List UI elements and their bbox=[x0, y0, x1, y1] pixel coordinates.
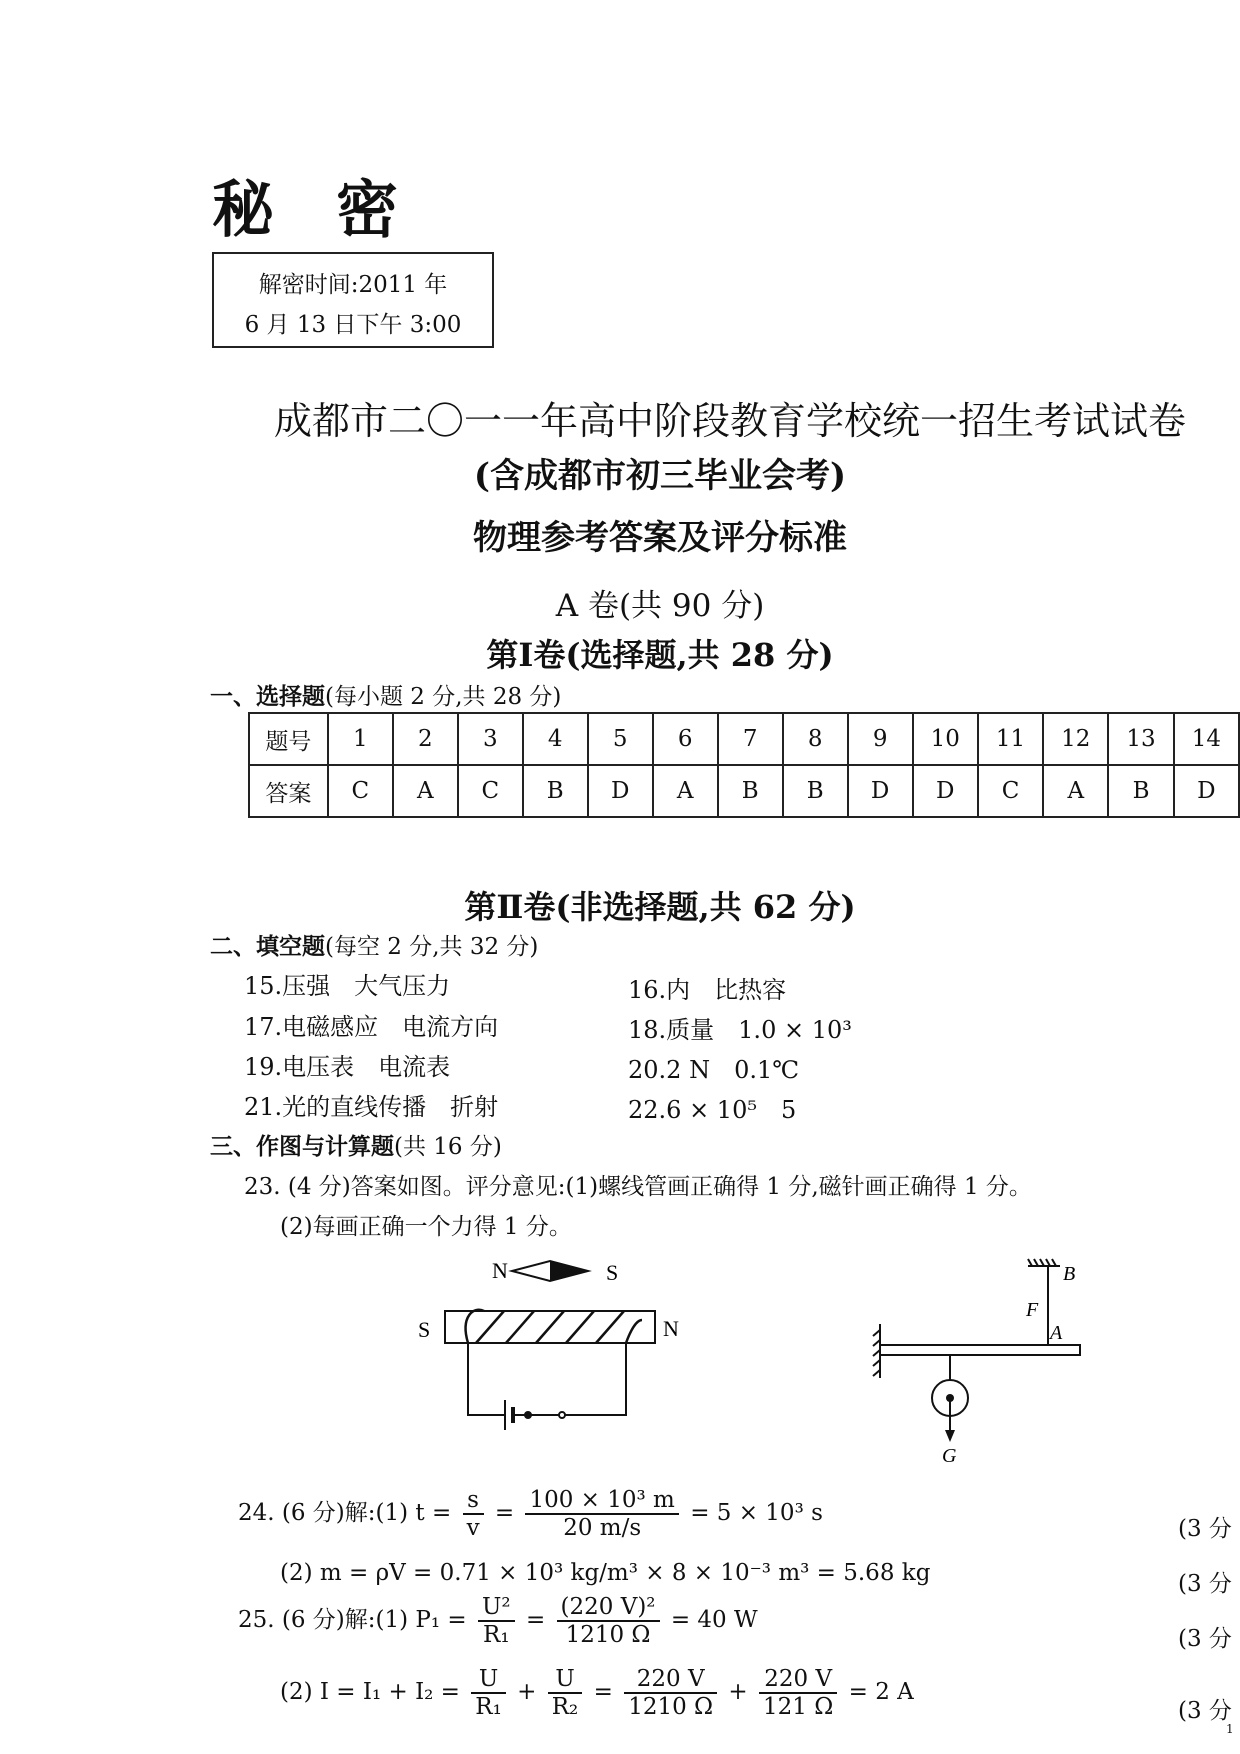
declass-line-2: 6 月 13 日下午 3:00 bbox=[244, 312, 462, 338]
fraction-numerator: U bbox=[471, 1666, 506, 1694]
section-2-note: (每空 2 分,共 32 分) bbox=[325, 934, 539, 960]
coil-n-label: N bbox=[663, 1316, 679, 1341]
fraction-denominator: 20 m/s bbox=[563, 1515, 642, 1541]
fraction-numerator: 100 × 10³ m bbox=[525, 1487, 678, 1515]
table-header-number: 题号 bbox=[249, 713, 328, 765]
fraction-numerator: 220 V bbox=[759, 1666, 837, 1694]
part-1-heading: 第Ⅰ卷(选择题,共 28 分) bbox=[486, 636, 834, 674]
answer-table bbox=[248, 712, 1240, 818]
table-cell-number: 7 bbox=[718, 713, 783, 765]
section-3-label: 三、作图与计算题 bbox=[210, 1133, 394, 1160]
q25-result: = 40 W bbox=[670, 1607, 758, 1633]
score-mark: (3 分 bbox=[1178, 1626, 1232, 1652]
fill-answer-21: 21.光的直线传播 折射 bbox=[244, 1093, 499, 1121]
table-cell-answer: D bbox=[1174, 765, 1239, 817]
fill-answer-16: 16.内 比热容 bbox=[628, 976, 787, 1004]
fraction-denominator: R₁ bbox=[475, 1694, 502, 1720]
document-title: 物理参考答案及评分标准 bbox=[473, 518, 847, 558]
table-cell-answer: D bbox=[913, 765, 978, 817]
part-2-heading: 第Ⅱ卷(非选择题,共 62 分) bbox=[464, 888, 856, 926]
table-cell-answer: B bbox=[783, 765, 848, 817]
q25-l2-fraction-3 bbox=[624, 1666, 717, 1720]
compass-needle-dark-half bbox=[550, 1261, 588, 1281]
q25-l2-prefix: (2) I = I₁ + I₂ = bbox=[280, 1679, 460, 1705]
fill-answer-20: 20.2 N 0.1℃ bbox=[628, 1056, 800, 1084]
section-2-heading bbox=[210, 928, 538, 961]
fraction-denominator: v bbox=[466, 1515, 480, 1541]
fraction-numerator: (220 V)² bbox=[557, 1594, 660, 1622]
fraction-numerator: U² bbox=[478, 1594, 515, 1622]
table-cell-number: 9 bbox=[848, 713, 913, 765]
table-cell-answer: C bbox=[978, 765, 1043, 817]
table-cell-number: 2 bbox=[393, 713, 458, 765]
fraction-denominator: R₁ bbox=[483, 1622, 510, 1648]
fill-answer-18: 18.质量 1.0 × 10³ bbox=[628, 1016, 852, 1044]
table-cell-number: 4 bbox=[523, 713, 588, 765]
q25-l2-fraction-4 bbox=[759, 1666, 837, 1720]
lever-figure bbox=[860, 1250, 1100, 1465]
fraction-denominator: 121 Ω bbox=[763, 1694, 834, 1720]
q25-l2-result: = 2 A bbox=[848, 1679, 914, 1705]
needle-s-label: S bbox=[606, 1260, 619, 1285]
table-cell-answer: B bbox=[523, 765, 588, 817]
wall-support bbox=[873, 1324, 880, 1378]
ceiling-support bbox=[1028, 1259, 1060, 1266]
q25-l2-fraction-2 bbox=[548, 1666, 583, 1720]
fraction-numerator: 220 V bbox=[624, 1666, 717, 1694]
section-2-label: 二、填空题 bbox=[210, 933, 325, 960]
fill-answer-17: 17.电磁感应 电流方向 bbox=[244, 1013, 499, 1041]
table-row-answers bbox=[249, 765, 1239, 817]
table-cell-number: 12 bbox=[1043, 713, 1108, 765]
q25-line-2: (2) I = I₁ + I₂ = $\frac{U}{\text{R₁}}$ + $\frac{U}{\text{R₂}}$ = $\frac{220 V}{1210 \Omega}$ + $\frac{220 V}{121 \Omega}$ = 2 A bbox=[280, 1666, 914, 1720]
table-cell-answer: C bbox=[458, 765, 523, 817]
table-cell-answer: D bbox=[848, 765, 913, 817]
section-1-heading bbox=[210, 678, 561, 711]
declass-line-1: 解密时间:2011 年 bbox=[258, 272, 448, 298]
table-cell-number: 6 bbox=[653, 713, 718, 765]
table-cell-number: 11 bbox=[978, 713, 1043, 765]
fraction-denominator: R₂ bbox=[551, 1694, 579, 1720]
q25-fraction-2 bbox=[557, 1594, 660, 1648]
section-1-note: (每小题 2 分,共 28 分) bbox=[325, 684, 562, 710]
table-cell-answer: B bbox=[718, 765, 783, 817]
section-3-note: (共 16 分) bbox=[394, 1134, 502, 1160]
fraction-numerator: U bbox=[548, 1666, 583, 1694]
point-a-label: A bbox=[1050, 1322, 1063, 1344]
secret-mark: 秘密 bbox=[212, 173, 461, 246]
force-f-label: F bbox=[1026, 1299, 1039, 1321]
section-3-heading bbox=[210, 1128, 502, 1161]
coil-s-label: S bbox=[418, 1317, 431, 1342]
fill-answer-19: 19.电压表 电流表 bbox=[244, 1053, 451, 1081]
table-cell-answer: A bbox=[1043, 765, 1108, 817]
circuit-wires bbox=[468, 1343, 626, 1430]
table-cell-number: 3 bbox=[458, 713, 523, 765]
q25-prefix: 25. (6 分)解:(1) P₁ = bbox=[238, 1607, 467, 1633]
point-b-label: B bbox=[1063, 1263, 1076, 1285]
q25-fraction-1 bbox=[478, 1594, 515, 1648]
q24-fraction-2 bbox=[525, 1487, 678, 1541]
q25-line-1: 25. (6 分)解:(1) P₁ = $\frac{\text{U²}}{\text{R₁}}$ = $\frac{\text{(220 V)²}}{1210 \Omega}$ = 40 W bbox=[238, 1594, 758, 1648]
table-cell-number: 13 bbox=[1108, 713, 1173, 765]
fill-answer-15: 15.压强 大气压力 bbox=[244, 972, 451, 1000]
table-cell-number: 1 bbox=[328, 713, 393, 765]
solenoid-figure bbox=[400, 1250, 720, 1440]
table-header-answer: 答案 bbox=[249, 765, 328, 817]
table-cell-number: 5 bbox=[588, 713, 653, 765]
q24-line-2: (2) m = ρV = 0.71 × 10³ kg/m³ × 8 × 10⁻³ m³ = 5.68 kg bbox=[280, 1560, 931, 1586]
declassification-box bbox=[212, 252, 494, 348]
fraction-denominator: 1210 Ω bbox=[565, 1622, 651, 1648]
paper-a-heading: A 卷(共 90 分) bbox=[555, 588, 765, 624]
table-cell-answer: B bbox=[1108, 765, 1173, 817]
q23-line-1: 23. (4 分)答案如图。评分意见:(1)螺线管画正确得 1 分,磁针画正确得 1 分。 bbox=[244, 1174, 1032, 1200]
table-cell-answer: C bbox=[328, 765, 393, 817]
lever-bar bbox=[880, 1345, 1080, 1355]
page-number: 1 bbox=[1226, 1722, 1234, 1736]
score-mark: (3 分 bbox=[1178, 1571, 1232, 1597]
q24-result: = 5 × 10³ s bbox=[690, 1500, 823, 1526]
q25-l2-fraction-1 bbox=[471, 1666, 506, 1720]
q24-fraction-1 bbox=[463, 1487, 484, 1541]
table-row-numbers bbox=[249, 713, 1239, 765]
table-cell-number: 10 bbox=[913, 713, 978, 765]
q24-prefix: 24. (6 分)解:(1) t = bbox=[238, 1500, 452, 1526]
gravity-g-label: G bbox=[942, 1445, 957, 1465]
needle-n-label: N bbox=[492, 1258, 508, 1283]
table-cell-answer: A bbox=[653, 765, 718, 817]
section-1-label: 一、选择题 bbox=[210, 683, 325, 710]
fraction-numerator: s bbox=[463, 1487, 484, 1515]
q23-line-2: (2)每画正确一个力得 1 分。 bbox=[280, 1214, 572, 1240]
table-cell-answer: D bbox=[588, 765, 653, 817]
table-cell-number: 14 bbox=[1174, 713, 1239, 765]
fill-answer-22: 22.6 × 10⁵ 5 bbox=[628, 1096, 797, 1124]
gravity-arrowhead bbox=[945, 1430, 955, 1442]
exam-subtitle: (含成都市初三毕业会考) bbox=[473, 456, 847, 496]
score-mark: (3 分 bbox=[1178, 1516, 1232, 1542]
table-cell-answer: A bbox=[393, 765, 458, 817]
fraction-denominator: 1210 Ω bbox=[628, 1694, 714, 1720]
table-cell-number: 8 bbox=[783, 713, 848, 765]
score-mark: (3 分 bbox=[1178, 1698, 1232, 1724]
q24-line-1: 24. (6 分)解:(1) t = $\frac{s}{v}$ = $\frac{\text{100 × 10³ m}}{20 m/s}$ = 5 × 10³ s bbox=[238, 1487, 823, 1541]
exam-title: 成都市二〇一一年高中阶段教育学校统一招生考试试卷 bbox=[273, 399, 1186, 443]
